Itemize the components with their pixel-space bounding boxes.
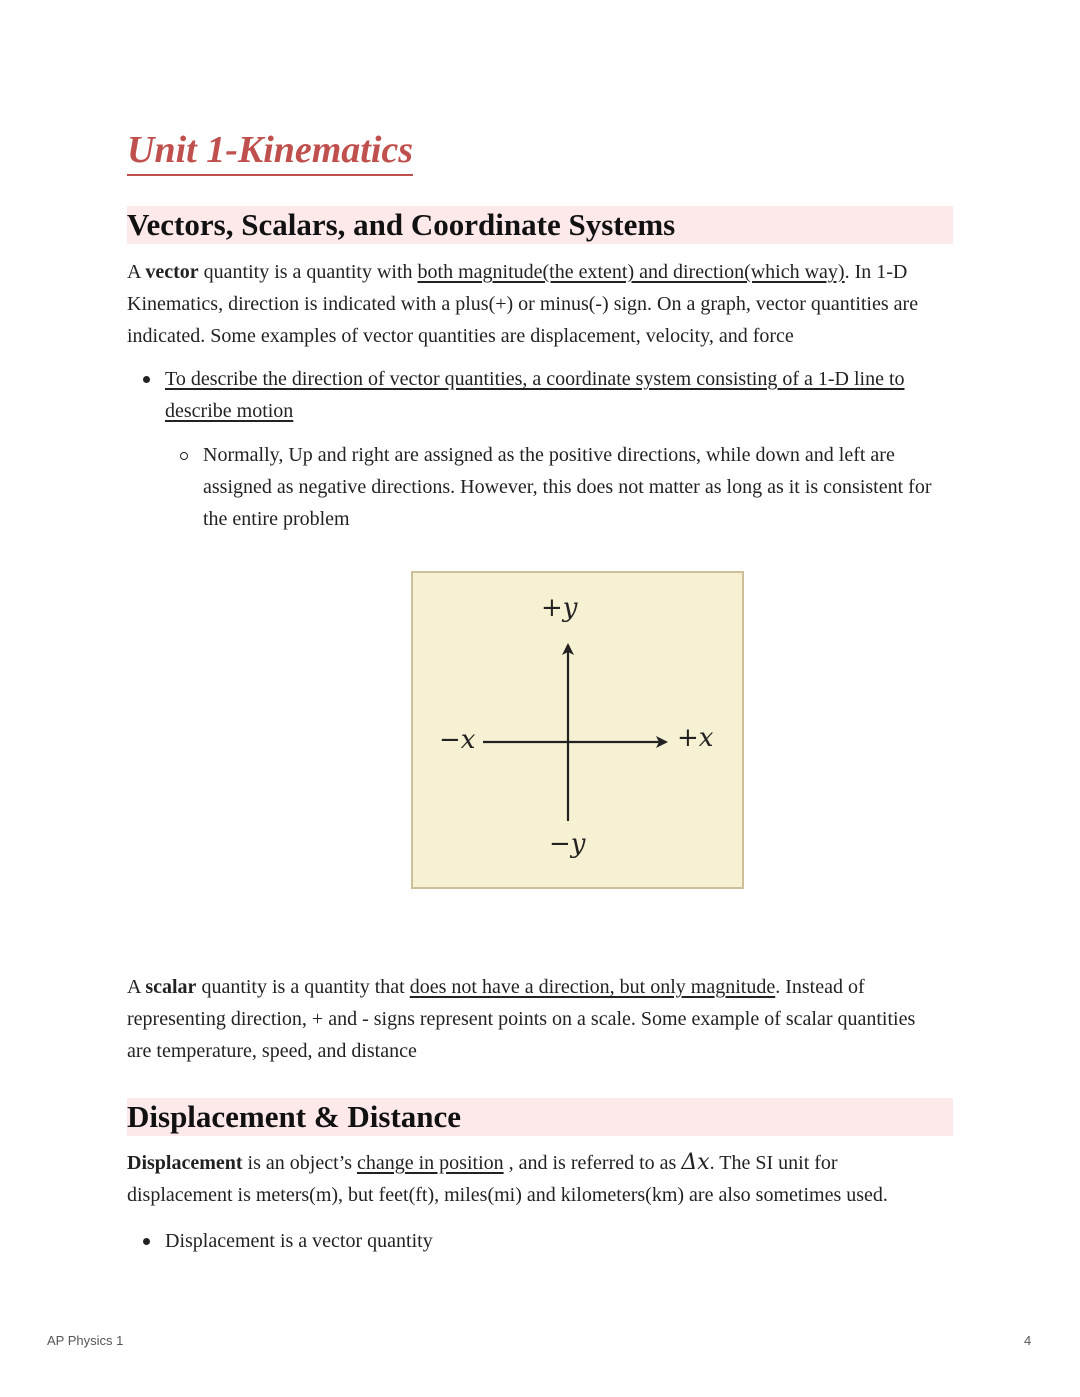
displacement-definition-paragraph: Displacement is an object’s change in position , and is referred to as Δx. The SI unit for displacement is meters(m), but feet(ft), miles(mi) and kilometers(km) are also sometimes used. xyxy=(127,1150,888,1206)
vector-definition-highlight: both magnitude(the extent) and direction(which way) xyxy=(417,261,845,283)
displacement-vector-bullet: Displacement is a vector quantity xyxy=(165,1230,433,1252)
neg-x-label: −x xyxy=(439,725,476,755)
scalar-definition-paragraph: A scalar quantity is a quantity that does not have a direction, but only magnitude. Instead of representing direction, + and - signs represent points on a scale. Some example of scalar quantities are temperature, speed, and distance xyxy=(127,976,916,1062)
footer-course-name: AP Physics 1 xyxy=(47,1333,124,1348)
displacement-definition-highlight: change in position xyxy=(356,1152,504,1174)
delta-x-symbol: Δx xyxy=(681,1150,710,1175)
scalar-term: scalar xyxy=(145,976,197,998)
vector-term: vector xyxy=(145,261,199,283)
pos-x-label: +x xyxy=(677,723,714,753)
coordinate-system-bullet: To describe the direction of vector quantities, a coordinate system consisting of a 1-D line to describe motion xyxy=(165,368,905,422)
vector-definition-paragraph: A vector quantity is a quantity with both magnitude(the extent) and direction(which way). In 1-D Kinematics, direction is indicated with a plus(+) or minus(-) sign. On a graph, vector quantities are indicated. Some examples of vector quantities are displacement, velocity, and force xyxy=(127,261,919,347)
pos-y-label: +y xyxy=(541,593,578,623)
footer-page-number: 4 xyxy=(1024,1333,1032,1348)
coordinate-axes-diagram xyxy=(411,571,744,889)
section-heading-displacement: Displacement & Distance xyxy=(127,1098,953,1136)
displacement-term: Displacement xyxy=(127,1152,243,1174)
neg-y-label: −y xyxy=(549,829,586,859)
bullet-dot xyxy=(143,376,150,383)
page-title: Unit 1-Kinematics xyxy=(127,126,413,176)
section-heading-vectors: Vectors, Scalars, and Coordinate Systems xyxy=(127,206,953,244)
scalar-definition-highlight: does not have a direction, but only magnitude xyxy=(409,976,776,998)
sub-bullet-ring xyxy=(180,452,188,460)
direction-convention-subbullet: Normally, Up and right are assigned as the positive directions, while down and left are assigned as negative directions. However, this does not matter as long as it is consistent for the entire problem xyxy=(203,444,932,530)
bullet-dot xyxy=(143,1238,150,1245)
